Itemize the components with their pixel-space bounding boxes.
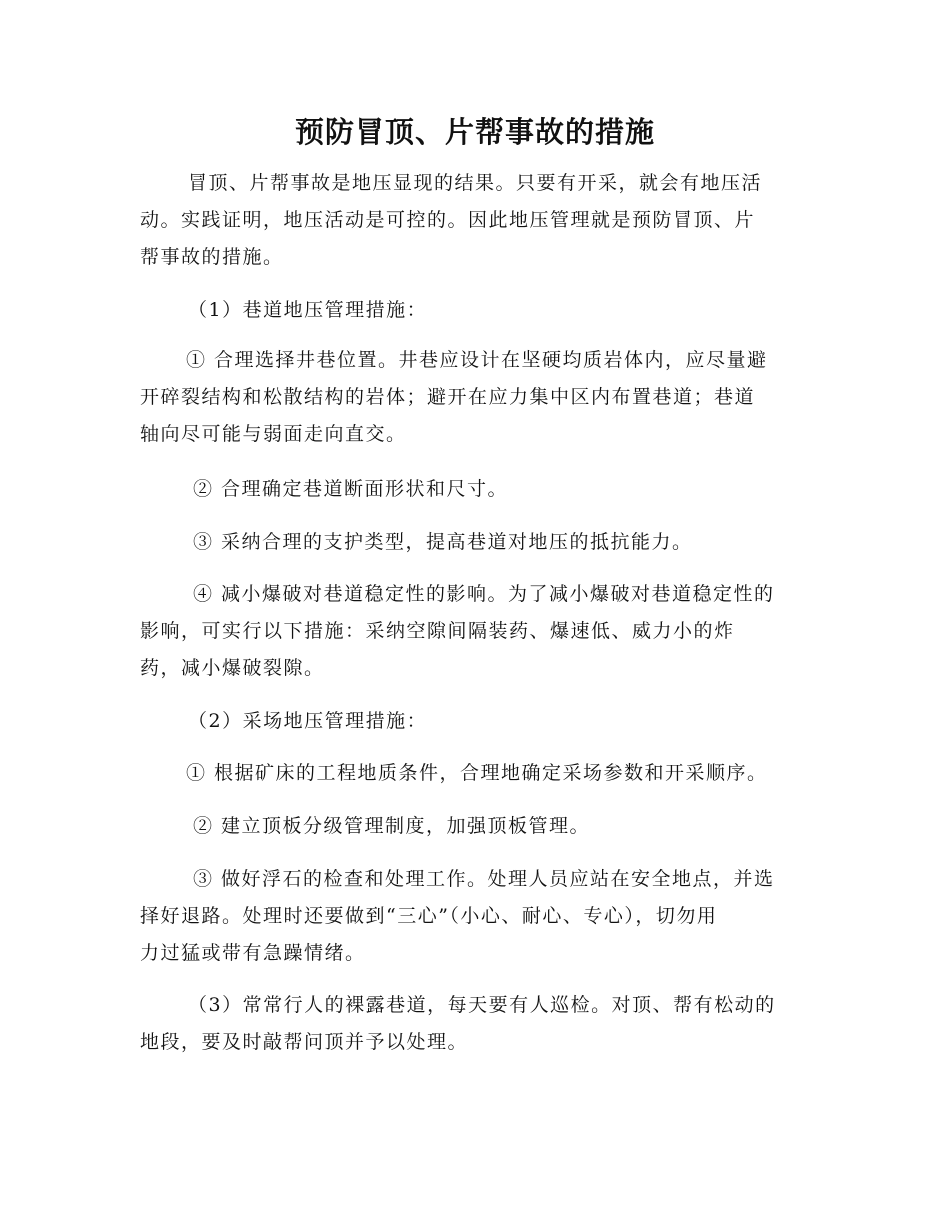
- document-title: 预防冒顶、片帮事故的措施: [294, 115, 655, 149]
- paragraph-line: 影响，可实行以下措施：采纳空隙间隔装药、爆速低、威力小的炸: [140, 620, 735, 642]
- paragraph-line: 药，减小爆破裂隙。: [140, 657, 325, 679]
- list-item: ① 合理选择井巷位置。井巷应设计在坚硬均质岩体内，应尽量避: [186, 349, 768, 371]
- section-heading: （2）采场地压管理措施：: [188, 710, 428, 732]
- paragraph-line: 帮事故的措施。: [140, 246, 284, 268]
- paragraph-line: 择好退路。处理时还要做到“三心”（小心、耐心、专心），切勿用: [140, 905, 718, 927]
- section-heading: （3）常常行人的裸露巷道，每天要有人巡检。对顶、帮有松动的: [188, 994, 776, 1016]
- section-heading: （1）巷道地压管理措施：: [188, 299, 428, 321]
- list-item: ③ 做好浮石的检查和处理工作。处理人员应站在安全地点，并选: [193, 868, 775, 890]
- paragraph-line: 冒顶、片帮事故是地压显现的结果。只要有开采，就会有地压活: [188, 172, 763, 194]
- list-item: ② 建立顶板分级管理制度，加强顶板管理。: [193, 815, 591, 837]
- paragraph-line: 动。实践证明，地压活动是可控的。因此地压管理就是预防冒顶、片: [140, 209, 756, 231]
- list-item: ④ 减小爆破对巷道稳定性的影响。为了减小爆破对巷道稳定性的: [193, 583, 775, 605]
- paragraph-line: 地段，要及时敲帮问顶并予以处理。: [140, 1031, 469, 1053]
- list-item: ③ 采纳合理的支护类型，提高巷道对地压的抵抗能力。: [193, 531, 693, 553]
- paragraph-line: 轴向尽可能与弱面走向直交。: [140, 423, 407, 445]
- paragraph-line: 开碎裂结构和松散结构的岩体；避开在应力集中区内布置巷道；巷道: [140, 386, 756, 408]
- paragraph-line: 力过猛或带有急躁情绪。: [140, 942, 366, 964]
- list-item: ① 根据矿床的工程地质条件，合理地确定采场参数和开采顺序。: [186, 762, 768, 784]
- list-item: ② 合理确定巷道断面形状和尺寸。: [193, 478, 509, 500]
